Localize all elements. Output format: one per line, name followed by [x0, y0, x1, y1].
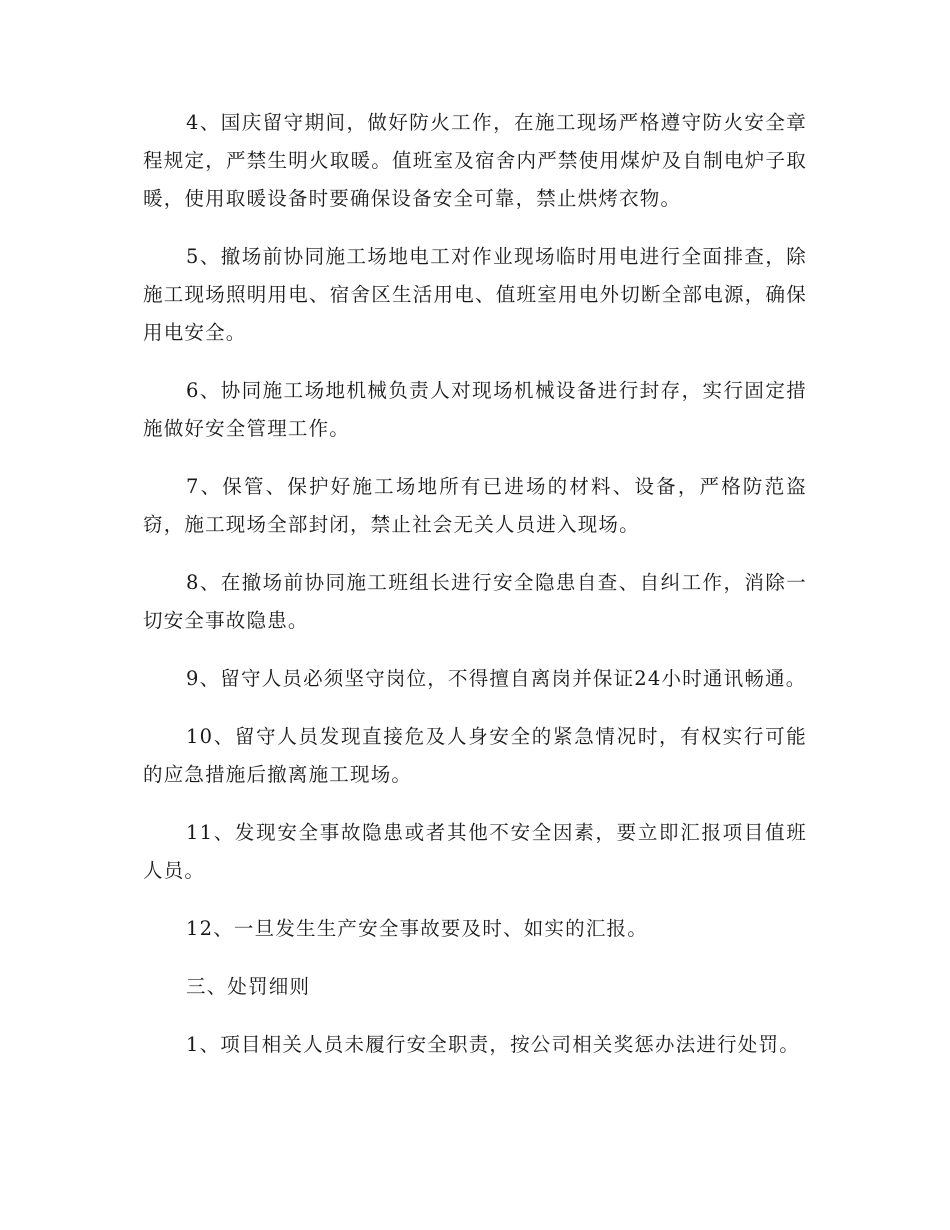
paragraph-item-10: 10、留守人员发现直接危及人身安全的紧急情况时，有权实行可能的应急措施后撤离施工现场。	[143, 725, 807, 786]
paragraph-item-6: 6、协同施工场地机械负责人对现场机械设备进行封存，实行固定措施做好安全管理工作。	[143, 379, 807, 440]
paragraph-item-9: 9、留守人员必须坚守岗位，不得擅自离岗并保证24小时通讯畅通。	[186, 667, 807, 690]
paragraph-item-4: 4、国庆留守期间，做好防火工作，在施工现场严格遵守防火安全章程规定，严禁生明火取暖。值班室及宿舍内严禁使用煤炉及自制电炉子取暖，使用取暖设备时要确保设备安全可靠，禁止烘烤衣物。	[143, 111, 807, 210]
section-heading-penalty-rules: 三、处罚细则	[186, 975, 311, 998]
paragraph-item-7: 7、保管、保护好施工场地所有已进场的材料、设备，严格防范盗窃，施工现场全部封闭，禁止社会无关人员进入现场。	[143, 475, 807, 536]
paragraph-item-11: 11、发现安全事故隐患或者其他不安全因素，要立即汇报项目值班人员。	[143, 821, 807, 882]
document-page	[143, 104, 807, 1084]
paragraph-item-8: 8、在撤场前协同施工班组长进行安全隐患自查、自纠工作，消除一切安全事故隐患。	[143, 571, 807, 632]
paragraph-penalty-1: 1、项目相关人员未履行安全职责，按公司相关奖惩办法进行处罚。	[186, 1033, 800, 1056]
paragraph-item-5: 5、撤场前协同施工场地电工对作业现场临时用电进行全面排查，除施工现场照明用电、宿舍区生活用电、值班室用电外切断全部电源，确保用电安全。	[143, 245, 807, 344]
paragraph-item-12: 12、一旦发生生产安全事故要及时、如实的汇报。	[186, 917, 648, 940]
